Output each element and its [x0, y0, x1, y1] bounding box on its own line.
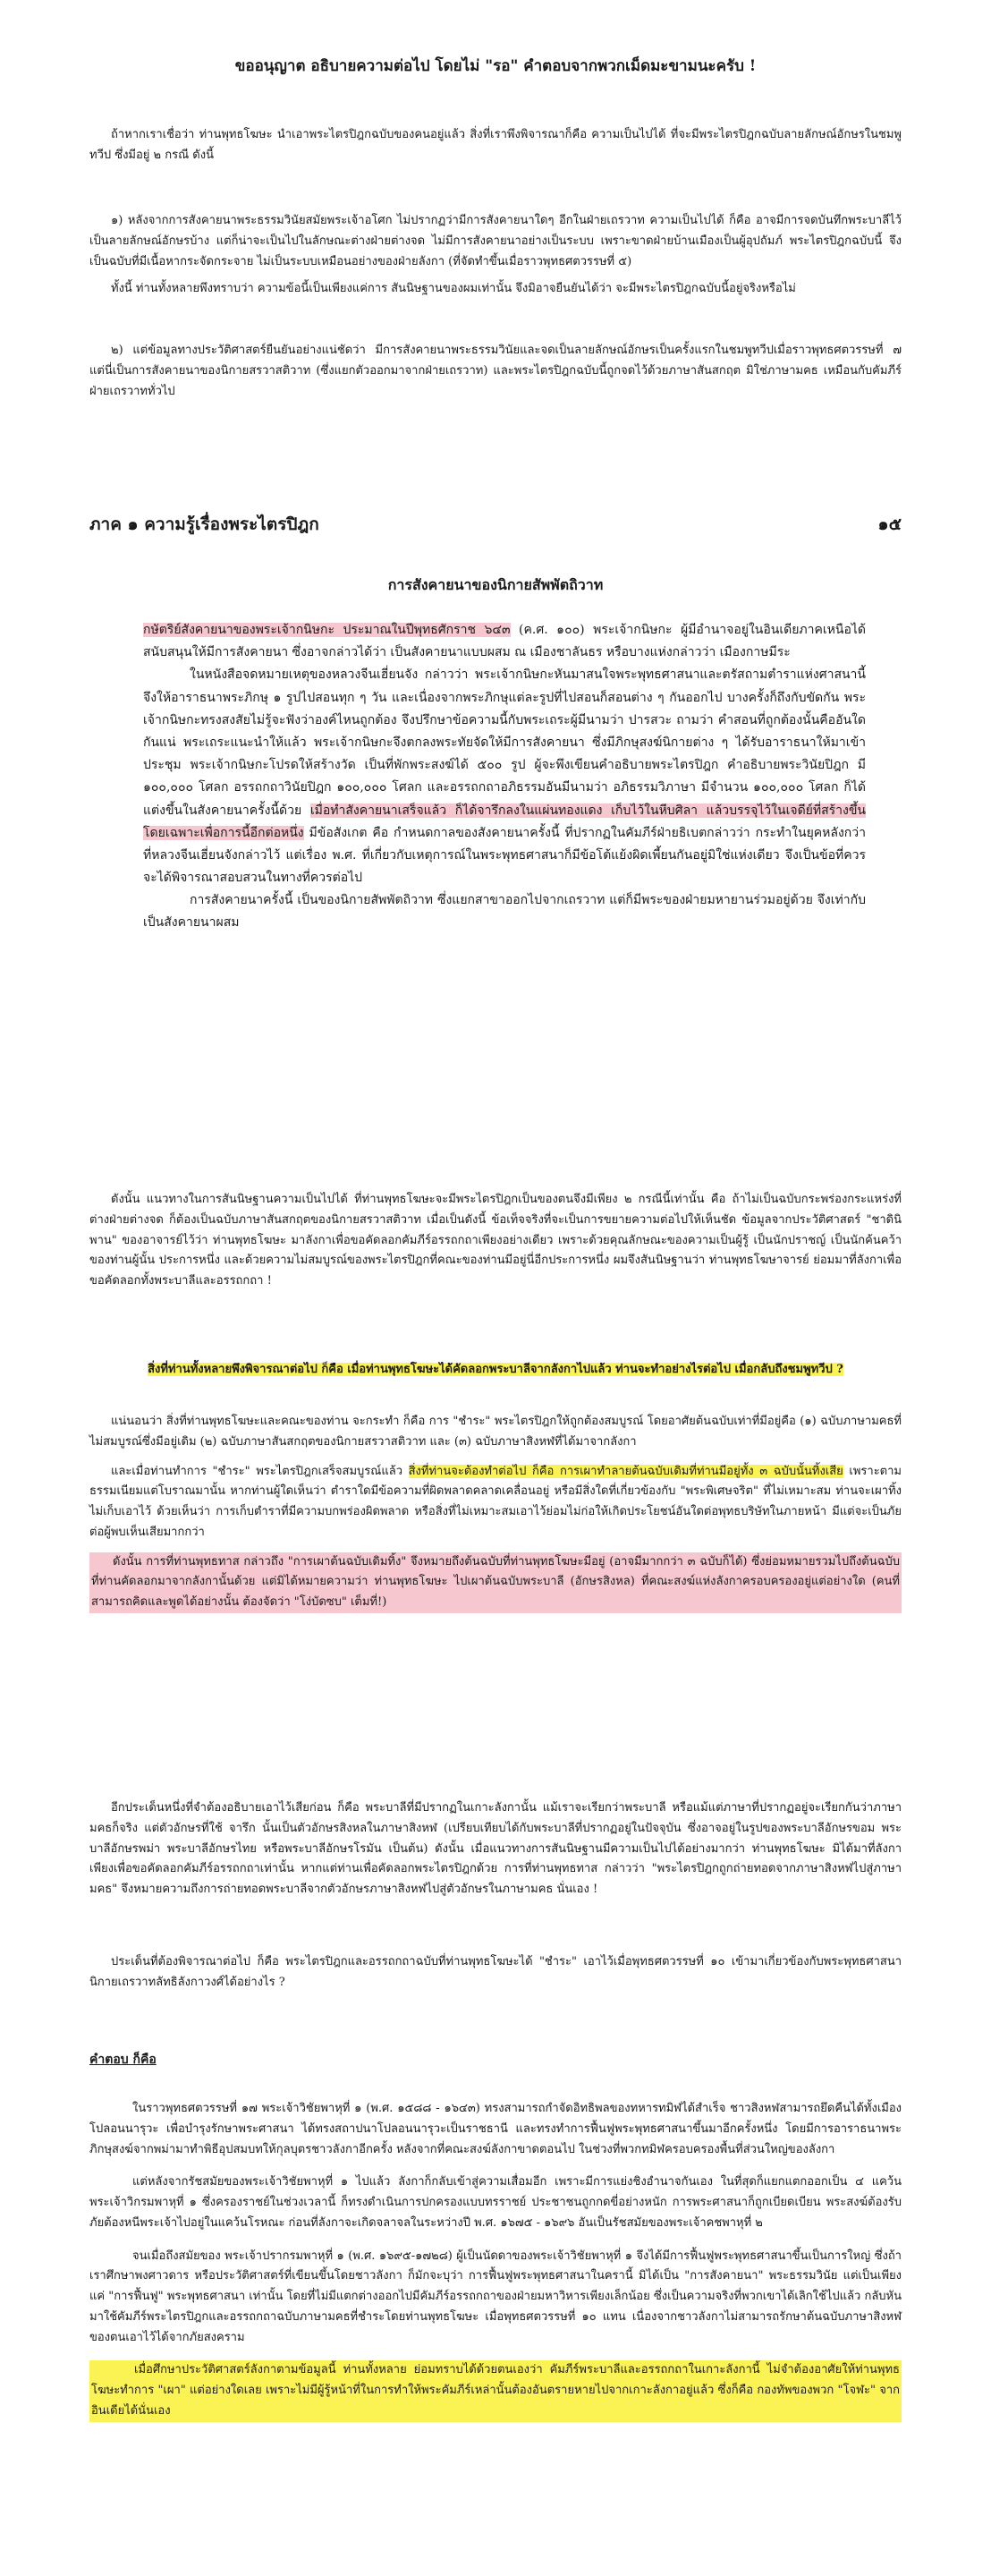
- question-1: [89, 1360, 902, 1381]
- question-1-text: สิ่งที่ท่านทั้งหลายพึงพิจารณาต่อไป ก็คือ เมื่อท่านพุทธโฆษะได้คัดลอกพระบาลีจากลังกาไปแล้ว ท่านจะทำอย่างไรต่อไป เมื่อกลับถึงชมพูทวีป ?: [148, 1363, 843, 1376]
- history-3: จนเมื่อถึงสมัยของ พระเจ้าปรากรมพาหุที่ ๑ (พ.ศ. ๑๖๙๕-๑๗๒๘) ผู้เป็นนัดดาของพระเจ้าวิชัยพาหุที่ ๑ จึงได้มีการฟื้นฟูพระพุทธศาสนาขึ้นเป็นการใหญ่ ซึ่งถ้าเราศึกษาพงศาวดาร หรือประวัติศาสตร์ที่เขียนขึ้นโดยชาวลังกา ก็มักจะบุว่า การฟื้นฟูพระพุทธศาสนาในครานี้ มิได้เป็น "การสังคายนา" พระธรรมวินัย แต่เป็นเพียงแค่ "การฟื้นฟู" พระพุทธศาสนา เท่านั้น โดยที่ไม่มีแตกต่างออกไปมีคัมภีร์อรรถกถาของฝ่ายมหาวิหารเพียงเล็กน้อย ซึ่งเป็นความจริงที่พวกเขาได้เลิกใช้ไปแล้ว กลับหันมาใช้คัมภีร์พระไตรปิฎกและอรรถกถาฉบับภาษามคธที่ชำระโดยท่านพุทธโฆษะ เมื่อพุทธศตวรรษที่ ๑๐ แทน เนื่องจากชาวลังกาไม่สามารถรักษาต้นฉบับภาษาสิงหฬของตนเอาไว้ได้จากภัยสงคราม: [89, 2249, 902, 2344]
- main-heading: ขออนุญาต อธิบายความต่อไป โดยไม่ "รอ" คำตอบจากพวกเม็ดมะขามนะครับ !: [234, 57, 757, 75]
- point-2: ๒) แต่ข้อมูลทางประวัติศาสตร์ยืนยันอย่างแน่ชัดว่า มีการสังคายนาพระธรรมวินัยและจดเป็นลายลักษณ์อักษรเป็นครั้งแรกในชมพูทวีปเมื่อราวพุทธศตวรรษที่ ๗ แต่นี่เป็นการสังคายนาของนิกายสรวาสติวาท (ซึ่งแยกตัวออกมาจากฝ่ายเถรวาท) และพระไตรปิฎกฉบับนี้ถูกจดไว้ด้วยภาษาสันสกฤต มิใช่ภาษามคธ เหมือนกับคัมภีร์ฝ่ายเถรวาททั่วไป: [89, 344, 902, 398]
- answer-heading: คำตอบ ก็คือ: [89, 2053, 157, 2067]
- highlight-burning: สิ่งที่ท่านจะต้องทำต่อไป ก็คือ การเผาทำลายต้นฉบับเดิมที่ท่านมีอยู่ทั้ง ๓ ฉบับนั้นทิ้งเสีย: [408, 1464, 843, 1478]
- analysis-2-b: เพราะตามธรรมเนียมแต่โบราณมานั้น หากท่านผู้ใดเห็นว่า ตำราใดมีข้อความที่ผิดพลาดคลาดเคลื่อนอยู่ หรือมีสิ่งใดที่เกี่ยวข้องกับ "พระพิเศษจริต" ที่ไม่เหมาะสม ท่านจะเผาทิ้งไม่เก็บเอาไว้ ด้วยเห็นว่า การเก็บตำราที่มีความบกพร่องผิดพลาด หรือสิ่งที่ไม่เหมาะสมเอาไว้ย่อมไม่ก่อให้เกิดประโยชน์อันใดต่อพุทธบริษัทในภายหน้า มีแต่จะเป็นภัยต่อผู้พบเห็นเสียมากกว่า: [89, 1464, 902, 1539]
- book-paragraph-1: [143, 619, 866, 664]
- question-2-text: ประเด็นที่ต้องพิจารณาต่อไป ก็คือ พระไตรปิฎกและอรรถกถาฉบับที่ท่านพุทธโฆษะได้ "ชำระ" เอาไว้เมื่อพุทธศตวรรษที่ ๑๐ เข้ามาเกี่ยวข้องกับพระพุทธศาสนานิกายเถรวาทลัทธิลังกาวงศ์ได้อย่างไร ?: [89, 1955, 902, 1989]
- book-p2-a: ในหนังสือจดหมายเหตุของหลวงจีนเฮี่ยนจัง กล่าวว่า พระเจ้ากนิษกะหันมาสนใจพระพุทธศาสนาและตรัสถามตำราแห่งศาสนานี้ จึงให้อาราธนาพระภิกษุ ๑ รูปไปสอนทุก ๆ วัน และเนื่องจากพระภิกษุแต่ละรูปที่ไปสอนก็สอนต่าง ๆ กันออกไป บางครั้งก็ถึงกับขัดกัน พระเจ้ากนิษกะทรงสงสัยไม่รู้จะฟังว่าองค์ไหนถูกต้อง จึงปรึกษาข้อความนี้กับพระเถระผู้มีนามว่า ปารสวะ ถามว่า คำสอนที่ถูกต้องนั้นคืออันใดกันแน่ พระเถระแนะนำให้แล้ว พระเจ้ากนิษกะจึงตกลงพระทัยจัดให้มีการสังคายนา ซึ่งมีภิกษุสงฆ์นิกายต่าง ๆ ได้รับอาราธนาให้มาเข้าประชุม พระเจ้ากนิษกะโปรดให้สร้างวัด เป็นที่พักพระสงฆ์ได้ ๕๐๐ รูป ผู้จะพึงเขียนคำอธิบายพระไตรปิฎก คำอธิบายพระวินัยปิฎก มี ๑๐๐,๐๐๐ โศลก อรรถกถาวินัยปิฎก ๑๐๐,๐๐๐ โศลก และอรรถกถาอภิธรรมอันมีนามว่า อภิธรรมวิภาษา มีจำนวน ๑๐๐,๐๐๐ โศลก ก็ได้แต่งขึ้นในสังคายนาครั้งนี้ด้วย: [143, 667, 866, 818]
- history-2: แต่หลังจากรัชสมัยของพระเจ้าวิชัยพาหุที่ ๑ ไปแล้ว ลังกาก็กลับเข้าสู่ความเสื่อมอีก เพราะมีการแย่งชิงอำนาจกันเอง ในที่สุดก็แยกแตกออกเป็น ๔ แคว้น พระเจ้าวิกรมพาหุที่ ๑ ซึ่งครองราชย์ในช่วงเวลานี้ ก็ทรงดำเนินการปกครองแบบทรราชย์ ประชาชนถูกกดขี่อย่างหนัก การพระศาสนาก็ถูกเบียดเบียน พระสงฆ์ต้องรับภัยต้องหนีพระเจ้าไปอยู่ในแคว้นโรหณะ ก่อนที่ลังกาจะเกิดจลาจลในระหว่างปี พ.ศ. ๑๖๗๕ - ๑๖๙๖ อันเป็นรัชสมัยของพระเจ้าคชพาหุที่ ๒: [89, 2175, 902, 2230]
- point-1: ๑) หลังจากการสังคายนาพระธรรมวินัยสมัยพระเจ้าอโศก ไม่ปรากฏว่ามีการสังคายนาใดๆ อีกในฝ่ายเถรวาท ความเป็นไปได้ ก็คือ อาจมีการจดบันทึกพระบาลีไว้เป็นลายลักษณ์อักษรบ้าง แต่ก็น่าจะเป็นไปในลักษณะต่างฝ่ายต่างจด ไม่มีการสังคายนาอย่างเป็นระบบ เพราะขาดฝ่ายบ้านเมืองเป็นผู้อุปถัมภ์ พระไตรปิฎกฉบับนี้ จึงเป็นฉบับที่มีเนื้อหากระจัดกระจาย ไม่เป็นระบบเหมือนอย่างของฝ่ายลังกา (ที่จัดทำขึ้นเมื่อราวพุทธศตวรรษที่ ๕): [89, 214, 902, 268]
- analysis-1: แน่นอนว่า สิ่งที่ท่านพุทธโฆษะและคณะของท่าน จะกระทำ ก็คือ การ "ชำระ" พระไตรปิฎกให้ถูกต้องสมบูรณ์ โดยอาศัยต้นฉบับเท่าที่มีอยู่คือ (๑) ฉบับภาษามคธที่ไม่สมบูรณ์ซึ่งมีอยู่เดิม (๒) ฉบับภาษาสันสกฤตของนิกายสรวาสติวาท และ (๓) ฉบับภาษาสิงหฬที่ได้มาจากลังกา: [89, 1415, 902, 1449]
- history-section: [0, 2099, 991, 2435]
- question-2-section: [0, 1952, 991, 1994]
- history-1: ในราวพุทธศตวรรษที่ ๑๗ พระเจ้าวิชัยพาหุที่ ๑ (พ.ศ. ๑๕๘๘ - ๑๖๔๓) ทรงสามารถกำจัดอิทธิพลของทหารทมิฬได้สำเร็จ ชาวสิงหฬสามารถยึดคืนได้ทั้งเมืองโปลอนนารุวะ เพื่อบำรุงรักษาพระศาสนา ได้ทรงสถาปนาโปลอนนารุวะเป็นราชธานี และทรงทำการฟื้นฟูพระพุทธศาสนาขึ้นมาอีกครั้งหนึ่ง โดยมีการอาราธนาพระภิกษุสงฆ์จากพม่ามาทำพิธีอุปสมบทให้กุลบุตรชาวลังกาอีกครั้ง หลังจากที่คณะสงฆ์ลังกาขาดตอนไป ในช่วงที่พวกทมิฬครอบครองพื้นที่ส่วนใหญ่ของลังกา: [89, 2102, 902, 2156]
- book-paragraph-3: การสังคายนาครั้งนี้ เป็นของนิกายสัพพัตถิวาท ซึ่งแยกสาขาออกไปจากเถรวาท แต่ก็มีพระของฝ่ายมหายานร่วมอยู่ด้วย จึงเท่ากับเป็นสังคายนาผสม: [143, 893, 866, 931]
- conclusion-text: ดังนั้น แนวทางในการสันนิษฐานความเป็นไปได้ ที่ท่านพุทธโฆษะจะมีพระไตรปิฎกเป็นของตนจึงมีเพียง ๒ กรณีนี้เท่านั้น คือ ถ้าไม่เป็นฉบับกระพร่องกระแหร่งที่ต่างฝ่ายต่างจด ก็ต้องเป็นฉบับภาษาสันสกฤตของนิกายสรวาสติวาท เมื่อเป็นดังนี้ ข้อเท็จจริงที่จะเป็นการขยายความต่อไปให้เห็นชัด ข้อมูลจากประวัติศาสตร์ "ชาดินิพาน" ของอาจารย์ไว้ว่า ท่านพุทธโฆษะ มาลังกาเพื่อขอคัดลอกคัมภีร์อรรถกถาเพียงอย่างเดียว เพราะด้วยคุณลักษณะของความเป็นผู้รู้ เป็นนักปราชญ์ เป็นนักค้นคว้าของท่านผู้นั้น ประการหนึ่ง และด้วยความไม่สมบูรณ์ของพระไตรปิฎกที่คณะของท่านมีอยู่นี่อีกประการหนึ่ง ผมจึงสันนิษฐานว่า ท่านพุทธโฆษาจารย์ ย่อมมาที่ลังกาเพื่อขอคัดลอกทั้งพระบาลีและอรรถกถา !: [89, 1193, 902, 1288]
- book-paragraph-2: [143, 664, 866, 889]
- highlight-copper-plates: เมื่อทำสังคายนาเสร็จแล้ว ก็ได้จารึกลงในแผ่นทองแดง เก็บไว้ในหีบศิลา แล้วบรรจุไว้ในเจดีย์ที่สร้างขึ้นโดยเฉพาะเพื่อการนี้อีกต่อหนึ่ง: [143, 803, 866, 840]
- book-section-title: การสังคายนาของนิกายสัพพัตถิวาท: [387, 576, 604, 593]
- book-excerpt: [0, 619, 991, 935]
- intro-text: ถ้าหากเราเชื่อว่า ท่านพุทธโฆษะ นำเอาพระไตรปิฎกฉบับของคนอยู่แล้ว สิ่งที่เราพึงพิจารณาก็คือ ความเป็นไปได้ ที่จะมีพระไตรปิฎกฉบับลายลักษณ์อักษรในชมพูทวีป ซึ่งมีอยู่ ๒ กรณี ดังนี้: [89, 128, 902, 162]
- book-part-title: ภาค ๑ ความรู้เรื่องพระไตรปิฎก: [89, 514, 319, 534]
- pali-script-text: อีกประเด็นหนึ่งที่จำต้องอธิบายเอาไว้เสียก่อน ก็คือ พระบาลีที่มีปรากฏในเกาะลังกานั้น แม้เราจะเรียกว่าพระบาลี หรือแม้แต่ภาษาที่ปรากฏอยู่จะเรียกกันว่าภาษามคธก็จริง แต่ตัวอักษรที่ใช้ จารึก นั้นเป็นตัวอักษรสิงหลในภาษาสิงหฬ (เปรียบเทียบได้กับพระบาลีที่ปรากฏอยู่ในปัจจุบัน ซึ่งอาจอยู่ในรูปของพระบาลีอักษรขอม พระบาลีอักษรพม่า พระบาลีอักษรไทย หรือพระบาลีอักษรโรมัน เป็นต้น) ดังนั้น เมื่อแนวทางการสันนิษฐานมีความเป็นไปได้อย่างมากว่า ท่านพุทธโฆษะ มิได้มาที่ลังกาเพียงเพื่อขอคัดลอกคัมภีร์อรรถกถาเท่านั้น หากแต่ท่านเพื่อคัดลอกพระไตรปิฎกด้วย การที่ท่านพุทธทาส กล่าวว่า "พระไตรปิฎกถูกถ่ายทอดจากภาษาสิงหฬไปสู่ภาษามคธ" จึงหมายความถึงการถ่ายทอดพระบาลีจากตัวอักษรภาษาสิงหฬไปสู่ตัวอักษรในภาษามคธ นั่นเอง !: [89, 1801, 902, 1896]
- intro-points: [0, 211, 991, 409]
- book-page-header: [89, 510, 902, 540]
- analysis-3: ดังนั้น การที่ท่านพุทธทาส กล่าวถึง "การเผาต้นฉบับเดิมทิ้ง" จึงหมายถึงต้นฉบับที่ท่านพุทธโฆษะมีอยู่ (อาจมีมากกว่า ๓ ฉบับก็ได้) ซึ่งย่อมหมายรวมไปถึงต้นฉบับที่ท่านคัดลอกมาจากลังกานั้นด้วย แต่มิได้หมายความว่า ท่านพุทธโฆษะ ไปเผาต้นฉบับพระบาลี (อักษรสิงหล) ที่คณะสงฆ์แห่งลังกาครอบครองอยู่แต่อย่างใด (คนที่สามารถคิดและพูดได้อย่างนั้น ต้องจัดว่า "โง่บัดซบ" เต็มที่!): [89, 1552, 902, 1613]
- analysis-2: [89, 1462, 902, 1543]
- book-page-number: ๑๕: [877, 514, 902, 534]
- analysis-2-a: และเมื่อท่านทำการ "ชำระ" พระไตรปิฎกเสร็จสมบูรณ์แล้ว: [111, 1464, 409, 1478]
- pali-script-section: [0, 1798, 991, 1900]
- conclusion-section: [0, 1190, 991, 1292]
- book-p1-rest: (ค.ศ. ๑๐๐) พระเจ้ากนิษกะ ผู้มีอำนาจอยู่ในอินเดียภาคเหนือได้สนับสนุนให้มีการสังคายนา ซึ่งอาจกล่าวได้ว่า เป็นสังคายนาแบบผสม ณ เมืองชาลันธร หรือบางแห่งกล่าวว่า เมืองกาษมีระ: [143, 623, 866, 660]
- book-p2-b: มีข้อสังเกต คือ กำหนดกาลของสังคายนาครั้งนี้ ที่ปรากฏในคัมภีร์ฝ่ายธิเบตกล่าวว่า กระทำในยุคหลังกว่าที่หลวงจีนเฮี่ยนจังกล่าวไว้ แต่เรื่อง พ.ศ. ที่เกี่ยวกับเหตุการณ์ในพระพุทธศาสนาก็มีข้อโต้แย้งผิดเพี้ยนกันอยู่มิใช่แห่งเดียว จึงเป็นข้อที่ควรจะได้พิจารณาสอบสวนในทางที่ควรต่อไป: [143, 825, 866, 886]
- intro-paragraph: [0, 125, 991, 166]
- history-4-highlight: เมื่อศึกษาประวัติศาสตร์ลังกาตามข้อมูลนี้ ท่านทั้งหลาย ย่อมทราบได้ด้วยตนเองว่า คัมภีร์พระบาลีและอรรถกถาในเกาะลังกานี้ ไม่จำต้องอาศัยให้ท่านพุทธโฆษะทำการ "เผา" แต่อย่างใดเลย เพราะไม่มีผู้รู้หน้าที่ในการทำให้พระคัมภีร์เหล่านั้นต้องอันตรายหายไปจากเกาะลังกาอยู่แล้ว ซึ่งก็คือ กองทัพของพวก "โจฬะ" จากอินเดียได้นั่นเอง: [89, 2360, 902, 2421]
- point-1b: ทั้งนี้ ท่านทั้งหลายพึงทราบว่า ความข้อนี้เป็นเพียงแค่การ สันนิษฐานของผมเท่านั้น จึงมิอาจยืนยันได้ว่า จะมีพระไตรปิฎกฉบับนี้อยู่จริงหรือไม่: [111, 282, 796, 296]
- highlight-kanishka: กษัตริย์สังคายนาของพระเจ้ากนิษกะ ประมาณในปีพุทธศักราช ๖๔๓: [143, 623, 511, 637]
- analysis-section: [0, 1412, 991, 1622]
